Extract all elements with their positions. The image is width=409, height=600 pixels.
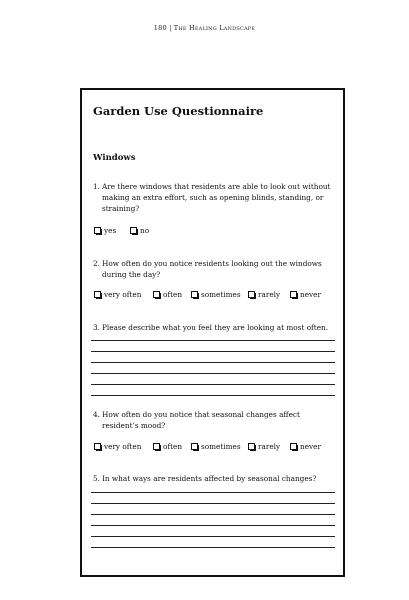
answer-line[interactable] bbox=[91, 514, 335, 515]
option-very-often[interactable] bbox=[94, 290, 141, 299]
checkbox-icon[interactable] bbox=[153, 443, 160, 450]
option-label: often bbox=[163, 290, 183, 299]
answer-line[interactable] bbox=[91, 503, 335, 504]
checkbox-icon[interactable] bbox=[94, 291, 101, 298]
question-text: How often do you notice residents looking out the windows during the day? bbox=[102, 259, 322, 280]
answer-line[interactable] bbox=[91, 547, 335, 548]
answer-line[interactable] bbox=[91, 492, 335, 493]
question-number: 2. bbox=[93, 259, 100, 268]
section-heading: Windows bbox=[93, 153, 136, 163]
question-4 bbox=[93, 409, 333, 431]
answer-line[interactable] bbox=[91, 340, 335, 341]
page-number: 180 bbox=[153, 24, 167, 32]
question-text: Please describe what you feel they are looking at most often. bbox=[102, 323, 329, 332]
option-rarely[interactable] bbox=[248, 290, 280, 299]
option-rarely[interactable] bbox=[248, 442, 280, 451]
answer-line[interactable] bbox=[91, 351, 335, 352]
question-2 bbox=[93, 258, 333, 280]
option-label: very often bbox=[104, 442, 142, 451]
answer-line[interactable] bbox=[91, 525, 335, 526]
checkbox-icon[interactable] bbox=[94, 227, 101, 234]
checkbox-icon[interactable] bbox=[94, 443, 101, 450]
option-label: rarely bbox=[258, 442, 281, 451]
option-never[interactable] bbox=[290, 290, 321, 299]
option-label: very often bbox=[104, 290, 142, 299]
question-3 bbox=[93, 322, 333, 333]
question-text: In what ways are residents affected by seasonal changes? bbox=[102, 474, 317, 483]
question-5 bbox=[93, 473, 333, 484]
checkbox-icon[interactable] bbox=[191, 291, 198, 298]
checkbox-icon[interactable] bbox=[191, 443, 198, 450]
option-often[interactable] bbox=[153, 442, 182, 451]
answer-line[interactable] bbox=[91, 373, 335, 374]
answer-line[interactable] bbox=[91, 362, 335, 363]
option-label: never bbox=[300, 290, 321, 299]
option-label: never bbox=[300, 442, 321, 451]
question-text: How often do you notice that seasonal changes affect resident’s mood? bbox=[102, 410, 300, 431]
checkbox-icon[interactable] bbox=[130, 227, 137, 234]
option-sometimes[interactable] bbox=[191, 442, 241, 451]
option-no[interactable] bbox=[130, 226, 149, 235]
option-often[interactable] bbox=[153, 290, 182, 299]
question-1 bbox=[93, 181, 333, 215]
checkbox-icon[interactable] bbox=[290, 443, 297, 450]
option-yes[interactable] bbox=[94, 226, 116, 235]
question-number: 3. bbox=[93, 323, 100, 332]
option-label: rarely bbox=[258, 290, 281, 299]
checkbox-icon[interactable] bbox=[248, 291, 255, 298]
option-sometimes[interactable] bbox=[191, 290, 241, 299]
option-label: no bbox=[140, 226, 150, 235]
questionnaire-box bbox=[80, 88, 345, 577]
option-very-often[interactable] bbox=[94, 442, 141, 451]
answer-line[interactable] bbox=[91, 536, 335, 537]
option-label: sometimes bbox=[201, 290, 241, 299]
option-label: sometimes bbox=[201, 442, 241, 451]
question-number: 5. bbox=[93, 474, 100, 483]
question-number: 1. bbox=[93, 182, 100, 191]
answer-line[interactable] bbox=[91, 384, 335, 385]
checkbox-icon[interactable] bbox=[290, 291, 297, 298]
option-never[interactable] bbox=[290, 442, 321, 451]
answer-line[interactable] bbox=[91, 395, 335, 396]
checkbox-icon[interactable] bbox=[153, 291, 160, 298]
book-title: The Healing Landscape bbox=[173, 24, 256, 32]
question-number: 4. bbox=[93, 410, 100, 419]
option-label: yes bbox=[104, 226, 117, 235]
form-title: Garden Use Questionnaire bbox=[93, 104, 264, 118]
running-head bbox=[0, 24, 409, 32]
checkbox-icon[interactable] bbox=[248, 443, 255, 450]
separator: | bbox=[169, 24, 172, 32]
question-text: Are there windows that residents are able to look out without making an extra effort, such as opening blinds, standing, or straining? bbox=[102, 182, 331, 214]
option-label: often bbox=[163, 442, 183, 451]
